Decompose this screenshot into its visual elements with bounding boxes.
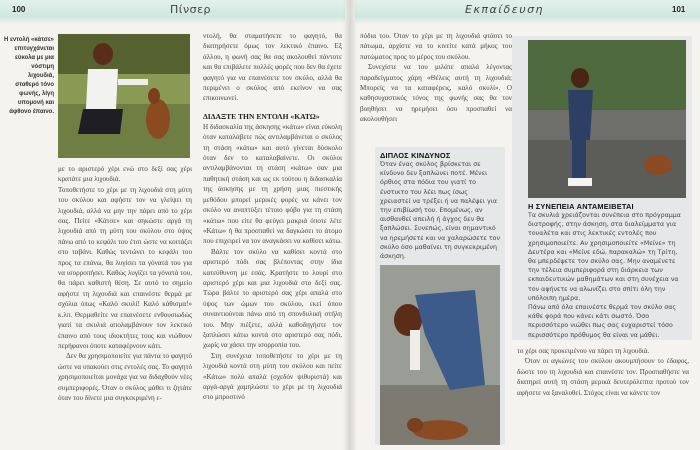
- paragraph: πόδια του. Όταν το χέρι με τη λιχουδιά φτάσει το πάτωμα, αρχίστε να το κινείτε κατά μήκος του πατώματος προς το μέρος του σκύλου.: [360, 32, 512, 61]
- photo-woman-training-dog: [58, 34, 190, 158]
- box-text: Τα σκυλιά χρειάζονται συνέπεια στο πρόγραμμα διατροφής, στην άσκηση, στα διαλείμματα για τουαλέτα και στις λεκτικές εντολές που χρησιμοποιείτε. Αν χρησιμοποιείτε «Μείνε» τη Δευτέρα και «Μείνε εδώ, παρακαλώ» τη Τρίτη, θα μπερδέψετε τον σκύλο σας. Μην αναμένετε την τέλεια συμπεριφορά στη διάρκεια των εκπαιδευτικών μαθημάτων και στη συνέχεια να τον αφήνετε να αλωνίζει στο σπίτι όλη την υπόλοιπη ημέρα.: [528, 212, 681, 302]
- right-running-head: Εκπαίδευση: [465, 3, 545, 16]
- section-heading: ΔΙΔΑΞΤΕ ΤΗΝ ΕΝΤΟΛΗ «ΚΑΤΩ»: [203, 111, 320, 121]
- book-fold-shadow: [343, 0, 357, 450]
- photo-woman-with-dog-standing: [528, 40, 686, 198]
- photo-man-teaching-down: [380, 265, 500, 445]
- box-text: Όταν ένας σκύλος βρίσκεται σε κίνδυνο δεν ξαπλώνει ποτέ. Μένει όρθιος στα πόδια του γιατί το ένστικτο του λέει πως ίσως χρειαστεί να τρέξει ή να παλέψει για την επιβίωσή του. Επομένως, αν αισθανθεί απειλή ή άγχος δεν θα ξαπλώσει. Συνεπώς, είναι σημαντικό να ηρεμήσετε και να χαλαρώσετε τον σκύλο όσο μαθαίνει τη συγκεκριμένη άσκηση.: [380, 161, 501, 261]
- box-title: ΔΙΠΛΟΣ ΚΙΝΔΥΝΟΣ: [380, 151, 451, 160]
- text-column-1: [58, 164, 192, 403]
- box-text: Πάνω από όλα επαινέστε θερμά τον σκύλο σας κάθε φορά που κάνει κάτι σωστό. Όσο περισσότερο νιώθει πως σας ευχαριστεί τόσο περισσότερο πρόθυμος θα είναι να μάθει.: [528, 304, 677, 339]
- paragraph: Στη συνέχεια τοποθετήστε το χέρι με τη λιχουδιά κοντά στη μύτη του σκύλου και πείτε «Κάτω» πολύ απαλά (σχεδόν ψιθυριστά) και αργά-αργά χαμηλώστε το χέρι με τη λιχουδιά στο μπροστινό: [203, 351, 342, 402]
- sidebar-box-double-danger: [375, 147, 505, 445]
- paragraph: Δεν θα χρησιμοποιείτε για πάντα το φαγητό ώστε να υπακούει στις εντολές σας. Το φαγητό χρησιμοποιείται μονάχα για να διδαχθούν νέες συμπεριφορές. Όταν ο σκύλος μάθει τι ζητάτε όταν του δίνετε μια συγκεκριμένη ε-: [58, 352, 192, 402]
- sidebar-box-consistency: [512, 36, 692, 340]
- paragraph: ντολή, θα σταματήσετε το φαγητό, θα διατηρήσετε όμως τον λεκτικό έπαινο. Εξ άλλου, η φωνή σας θα σας ακολουθεί πάντοτε και θα επιβάλετε πολλές φορές που δεν θα έχετε φαγητό για να επαινέσετε τον σκύλο, αλλά θα περιμένει ο σκύλος από εκείνον να σας επικοινωνεί.: [203, 32, 342, 103]
- paragraph: Όταν οι αγκώνες του σκύλου ακουμπήσουν το έδαφος, δώστε του τη λιχουδιά και επαινέστε τον. Προσπαθήστε να διατηρεί αυτή τη στάση μερικά δευτερόλεπτα προτού τον αφήσετε να ξαναλυθεί. Στόχος είναι να κάνετε τον: [517, 357, 689, 397]
- right-page-number: 101: [672, 5, 686, 14]
- photo-caption: Η εντολή «κάτσε» επιτυγχάνεται εύκολα με μια νόστιμη λιχουδιά, σταθερό τόνο φωνής, λίγη υπομονή και άφθονο έπαινο.: [4, 37, 55, 115]
- text-column-3: [360, 31, 512, 125]
- left-running-head: Πίνσερ: [170, 3, 212, 16]
- paragraph: με το αριστερό χέρι ενώ στο δεξί σας χέρι κρατάτε μια λιχουδιά.: [58, 165, 192, 184]
- paragraph: Τοποθετήστε το χέρι με τη λιχουδιά στη μύτη του σκύλου και αφήστε τον να γλείψει τη λιχουδιά, αλλά να μην την πάρει από το χέρι σας. Πείτε «Κάτσε» και σηκώστε αργά τη λιχουδιά από τη μύτη του σκύλου στο ύψος πάνω από το κεφάλι του έτσι ώστε να κοιτάζει στο ταβάνι. Καθώς τεντώνει το κεφάλι του προς τα επάνω, θα λυγίσει τα γόνατά του για να ισορροπήσει. Καθώς λυγίζει τα γόνατά του, θα πάρει καθιστή θέση. Σε αυτό το σημείο αφήστε τη λιχουδιά και επαινέστε θερμά με σχόλια όπως «Καλό σκυλί! Καλό κάθισμα!» κ.λπ. Θερμαθείτε να επαινέσετε ενθουσιωδώς γιατί τα σκυλιά απολαμβάνουν τον λεκτικό έπαινο από τους ιδιοκτήτες τους και νιώθουν περήφανοι όποτε καταφέρνουν κάτι.: [58, 185, 192, 350]
- text-column-2: [203, 31, 342, 403]
- paragraph: Συνεχίστε να του μιλάτε απαλά λέγοντας παραδείγματος χάρη «Θέλεις αυτή τη λιχουδιά; Μπορείς να τα καταφέρεις, καλό σκυλί». Ο καθησυχαστικός τόνος της φωνής σας θα τον βοηθήσει να ηρεμήσει όσο προσπαθεί να ακολουθήσει: [360, 63, 512, 124]
- left-page-number: 100: [12, 5, 26, 14]
- text-column-4: [517, 346, 689, 398]
- paragraph: Βάλτε τον σκύλο να καθίσει κοντά στο αριστερό πόδι σας βλέποντας στην ίδια κατεύθυνση με εσάς. Κρατήστε το λουρί στο αριστερό χέρι και μια λιχουδιά στο δεξί σας. Τώρα βάλτε το αριστερό σας χέρι απαλά στο ύψος των ώμων του σκύλου, εκεί όπου συναντιούνται πάνω από τη σπονδυλική στήλη του. Μην πιέζετε, αλλά καθοδηγήστε τον ξαπλώσει κάτω κοντά στο αριστερό σας πόδι, χωρίς να χάσει την ισορροπία του.: [203, 247, 342, 350]
- paragraph: το χέρι σας προκειμένου να πάρει τη λιχουδιά.: [517, 347, 650, 355]
- paragraph: Η διδασκαλία της άσκησης «κάτω» είναι εύκολη όταν καταλάβετε πώς αντιλαμβάνεται ο σκύλος τη στάση «κάτω» και αυτό γίνεται δύσκολο όταν δεν το καταλαβαίνετε. Οι σκύλοι αντιλαμβάνονται τη στάση «κάτω» σαν μια παθητική στάση και ως εκ τούτου η διδασκαλία της άσκησης με τη χρήση μιας πιεστικής μεθόδου μπορεί μερικές φορές να κάνει τον σκύλο να αναπτύξει τέτοιο φόβο για τη στάση «κάτω» που είτε θα φεύγει μακριά όποτε λέτε «Κάτω» ή θα προσπαθεί να δαγκώσει το άτομο που επιχειρεί να τον αναγκάσει να καθίσει κάτω.: [203, 122, 342, 246]
- box-title: Η ΣΥΝΕΠΕΙΑ ΑΝΤΑΜΕΙΒΕΤΑΙ: [528, 202, 634, 211]
